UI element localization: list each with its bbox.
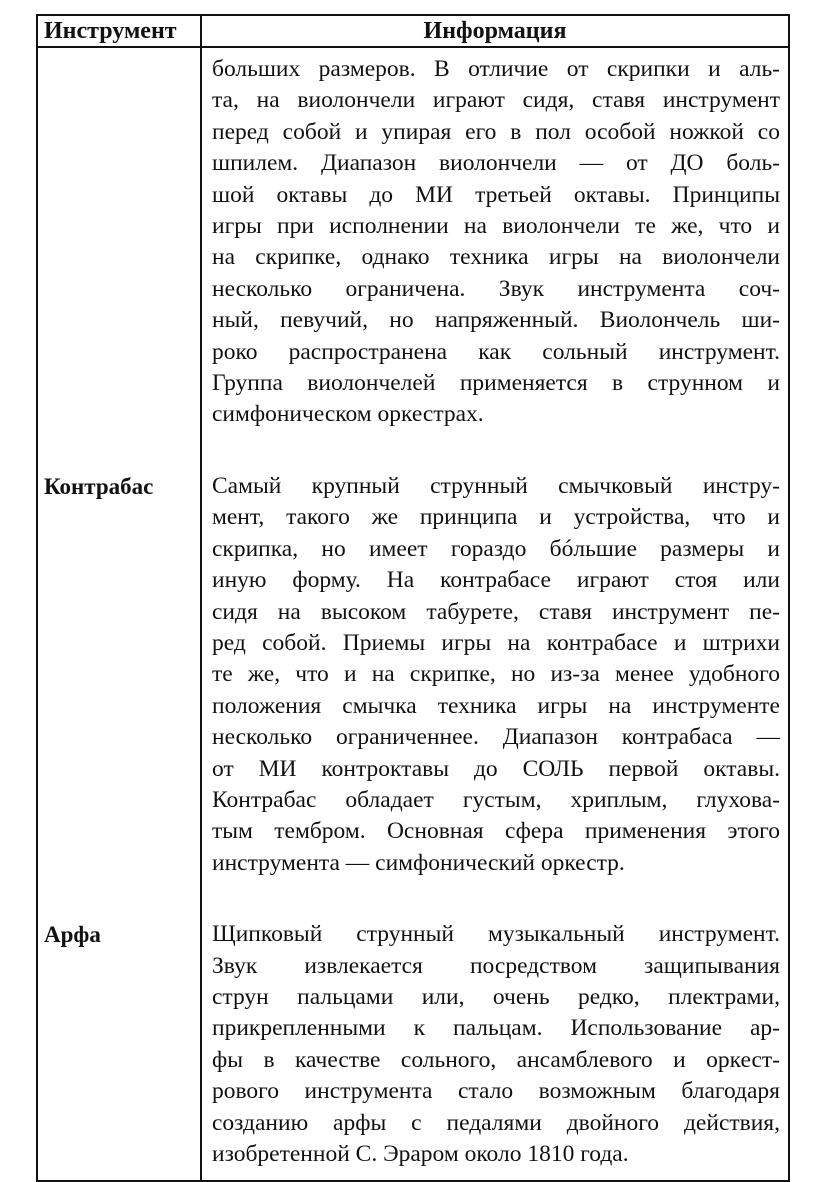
- description-line: струн пальцами или, очень редко, плектрами,: [212, 983, 780, 1010]
- description-line: прикрепленными к пальцам. Использование ар-: [212, 1015, 780, 1042]
- table-row: [37, 909, 789, 1181]
- description-line: мент, такого же принципа и устройства, что и: [212, 504, 780, 531]
- description-line: несколько ограничена. Звук инструмента соч-: [212, 275, 780, 302]
- table-row: [37, 47, 789, 461]
- description-line: фы в качестве сольного, ансамблевого и оркест-: [212, 1046, 780, 1073]
- description-line: ный, певучий, но напряженный. Виолончель ши-: [212, 307, 780, 334]
- description-line: скрипка, но имеет гораздо бóльшие размеры и: [212, 535, 780, 562]
- description-line: иную форму. На контрабасе играют стоя или: [212, 567, 780, 594]
- description-line: положения смычка техника игры на инструменте: [212, 692, 780, 719]
- description-line: Контрабас обладает густым, хриплым, глухова-: [212, 786, 780, 813]
- description-line: изобретенной С. Эраром около 1810 года.: [212, 1141, 629, 1167]
- table-row: [37, 461, 789, 909]
- instrument-name: Контрабас: [37, 461, 201, 909]
- description-line: шой октавы до МИ третьей октавы. Принципы: [212, 181, 780, 208]
- description-line: игры при исполнении на виолончели те же, что и: [212, 213, 780, 240]
- description-line: Группа виолончелей применяется в струнном и: [212, 370, 780, 397]
- description-line: рового инструмента стало возможным благодаря: [212, 1078, 780, 1105]
- instrument-description: [201, 47, 789, 461]
- description-line: перед собой и упирая его в пол особой ножкой со: [212, 118, 780, 145]
- document-page: [36, 14, 788, 1182]
- instrument-name: Арфа: [37, 909, 201, 1181]
- header-info: Информация: [201, 15, 789, 47]
- description-line: роко распространена как сольный инструмент.: [212, 338, 780, 365]
- instrument-description: [201, 461, 789, 909]
- description-line: те же, что и на скрипке, но из-за менее удобного: [212, 661, 780, 688]
- description-line: инструмента — симфонический оркестр.: [212, 849, 625, 876]
- description-line: ред собой. Приемы игры на контрабасе и штрихи: [212, 629, 780, 656]
- instruments-table: [36, 14, 790, 1182]
- description-line: несколько ограниченнее. Диапазон контрабаса —: [212, 724, 780, 751]
- description-line: больших размеров. В отличие от скрипки и аль-: [212, 56, 780, 82]
- description-line: шпилем. Диапазон виолончели — от ДО боль-: [212, 150, 780, 177]
- description-line: Щипковый струнный музыкальный инструмент.: [212, 921, 780, 948]
- description-line: тым тембром. Основная сфера применения этого: [212, 818, 780, 845]
- header-instrument: Инструмент: [37, 15, 201, 47]
- description-line: на скрипке, однако техника игры на виолончели: [212, 244, 780, 271]
- description-line: Самый крупный струнный смычковый инстру-: [212, 472, 780, 499]
- description-line: сидя на высоком табурете, ставя инструмент пе-: [212, 598, 780, 625]
- instrument-description: [201, 909, 789, 1181]
- instrument-name: [37, 47, 201, 461]
- description-line: та, на виолончели играют сидя, ставя инструмент: [212, 87, 780, 114]
- description-line: созданию арфы с педалями двойного действия,: [212, 1109, 780, 1136]
- table-header-row: [37, 15, 789, 47]
- description-line: от МИ контроктавы до СОЛЬ первой октавы.: [212, 755, 780, 782]
- description-line: симфоническом оркестрах.: [212, 401, 484, 428]
- description-line: Звук извлекается посредством защипывания: [212, 952, 780, 979]
